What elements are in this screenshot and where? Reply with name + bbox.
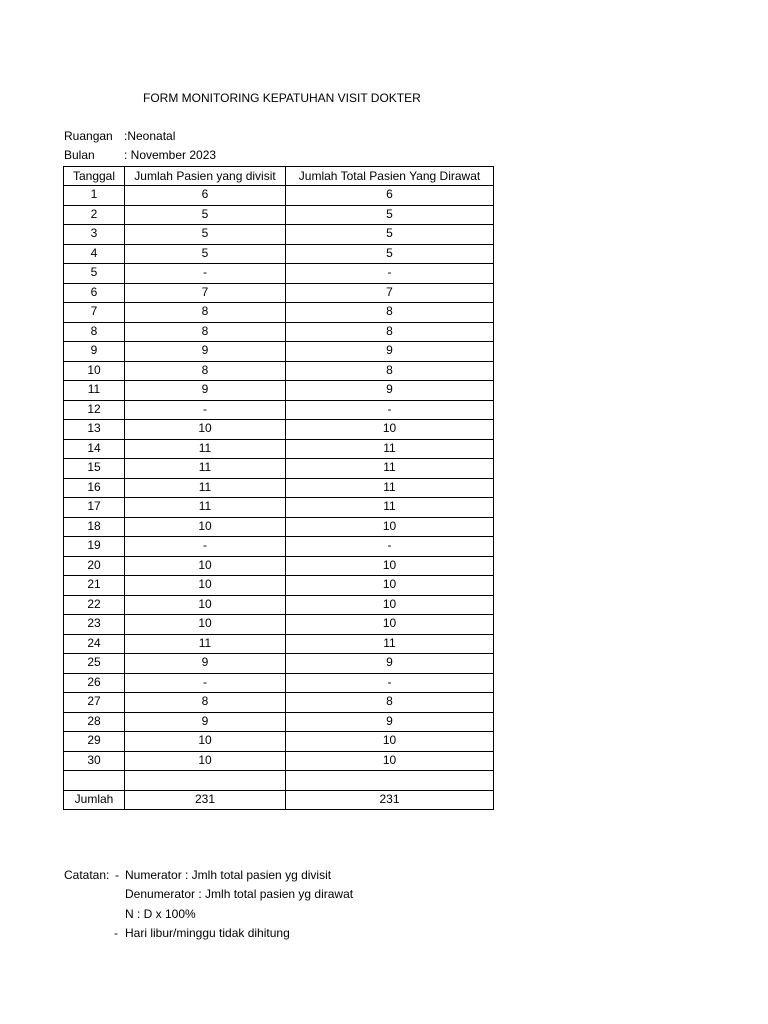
cell-divisit: 5 xyxy=(125,225,286,245)
note-dash: - xyxy=(115,868,119,882)
note-text: Denumerator : Jmlh total pasien yg dirawat xyxy=(125,887,354,902)
cell-dirawat: 11 xyxy=(286,459,494,479)
cell-divisit: 11 xyxy=(125,634,286,654)
cell-tanggal: 16 xyxy=(64,478,125,498)
note-dash: - xyxy=(114,925,118,940)
cell-divisit: 7 xyxy=(125,283,286,303)
table-row xyxy=(64,712,494,732)
cell-dirawat: - xyxy=(286,264,494,284)
table-row xyxy=(64,303,494,323)
cell-tanggal: 9 xyxy=(64,342,125,362)
cell-divisit: 9 xyxy=(125,654,286,674)
cell-tanggal: 20 xyxy=(64,556,125,576)
table-row xyxy=(64,459,494,479)
cell-divisit: - xyxy=(125,264,286,284)
cell-tanggal: 2 xyxy=(64,205,125,225)
cell-tanggal: 12 xyxy=(64,400,125,420)
cell-tanggal: 19 xyxy=(64,537,125,557)
cell-tanggal: 7 xyxy=(64,303,125,323)
table-row xyxy=(64,400,494,420)
cell-dirawat: 10 xyxy=(286,732,494,752)
cell-tanggal: 29 xyxy=(64,732,125,752)
cell-tanggal: 5 xyxy=(64,264,125,284)
cell-dirawat: 8 xyxy=(286,693,494,713)
cell-dirawat: 10 xyxy=(286,751,494,771)
cell-dirawat: 9 xyxy=(286,342,494,362)
cell-tanggal: 24 xyxy=(64,634,125,654)
cell-dirawat: 10 xyxy=(286,556,494,576)
cell-dirawat: 8 xyxy=(286,322,494,342)
cell-dirawat: 11 xyxy=(286,498,494,518)
cell-divisit: 10 xyxy=(125,576,286,596)
table-row xyxy=(64,322,494,342)
cell-dirawat: - xyxy=(286,400,494,420)
table-row xyxy=(64,186,494,206)
note-text: N : D x 100% xyxy=(125,906,196,921)
cell-divisit: 10 xyxy=(125,517,286,537)
table-row xyxy=(64,595,494,615)
cell-tanggal: 13 xyxy=(64,420,125,440)
cell-divisit: 11 xyxy=(125,459,286,479)
cell-dirawat: 5 xyxy=(286,244,494,264)
cell-tanggal: 10 xyxy=(64,361,125,381)
cell-tanggal: 1 xyxy=(64,186,125,206)
cell-tanggal: 27 xyxy=(64,693,125,713)
cell-dirawat: 9 xyxy=(286,654,494,674)
cell-dirawat: 7 xyxy=(286,283,494,303)
table-body xyxy=(64,186,494,791)
cell-divisit: 10 xyxy=(125,556,286,576)
cell-divisit: 5 xyxy=(125,205,286,225)
cell-divisit: 8 xyxy=(125,693,286,713)
cell-tanggal xyxy=(64,771,125,791)
header-divisit: Jumlah Pasien yang divisit xyxy=(125,167,286,186)
cell-tanggal: 14 xyxy=(64,439,125,459)
total-label: Jumlah xyxy=(64,790,125,810)
cell-dirawat: 5 xyxy=(286,205,494,225)
bulan-value: : November 2023 xyxy=(124,148,217,162)
page-title: FORM MONITORING KEPATUHAN VISIT DOKTER xyxy=(143,91,421,105)
cell-divisit: 9 xyxy=(125,712,286,732)
cell-dirawat xyxy=(286,771,494,791)
table-row xyxy=(64,771,494,791)
cell-divisit: - xyxy=(125,537,286,557)
cell-dirawat: 10 xyxy=(286,615,494,635)
cell-tanggal: 17 xyxy=(64,498,125,518)
header-tanggal: Tanggal xyxy=(64,167,125,186)
table-row xyxy=(64,654,494,674)
cell-tanggal: 4 xyxy=(64,244,125,264)
cell-divisit: 8 xyxy=(125,322,286,342)
note-text: Numerator : Jmlh total pasien yg divisit xyxy=(125,868,332,882)
cell-dirawat: 11 xyxy=(286,634,494,654)
table-row xyxy=(64,693,494,713)
table-row xyxy=(64,615,494,635)
cell-tanggal: 3 xyxy=(64,225,125,245)
table-row xyxy=(64,673,494,693)
table-row xyxy=(64,517,494,537)
cell-tanggal: 15 xyxy=(64,459,125,479)
table-row xyxy=(64,634,494,654)
cell-tanggal: 18 xyxy=(64,517,125,537)
cell-tanggal: 21 xyxy=(64,576,125,596)
cell-tanggal: 30 xyxy=(64,751,125,771)
notes-label: Catatan: xyxy=(64,868,110,882)
cell-divisit: 9 xyxy=(125,381,286,401)
table-row xyxy=(64,439,494,459)
bulan-label: Bulan xyxy=(64,148,95,162)
table-row xyxy=(64,225,494,245)
cell-divisit: 10 xyxy=(125,732,286,752)
cell-divisit: 11 xyxy=(125,498,286,518)
visit-table xyxy=(63,166,494,810)
cell-divisit: 8 xyxy=(125,303,286,323)
table-row xyxy=(64,205,494,225)
cell-divisit: 10 xyxy=(125,751,286,771)
cell-dirawat: 5 xyxy=(286,225,494,245)
table-row xyxy=(64,732,494,752)
table-row xyxy=(64,498,494,518)
table-row xyxy=(64,751,494,771)
table-row xyxy=(64,342,494,362)
table-row xyxy=(64,537,494,557)
cell-divisit: - xyxy=(125,673,286,693)
cell-tanggal: 26 xyxy=(64,673,125,693)
bulan-row xyxy=(64,146,216,164)
total-dirawat: 231 xyxy=(286,790,494,810)
cell-dirawat: 9 xyxy=(286,712,494,732)
cell-tanggal: 28 xyxy=(64,712,125,732)
cell-tanggal: 22 xyxy=(64,595,125,615)
cell-tanggal: 11 xyxy=(64,381,125,401)
cell-divisit: 6 xyxy=(125,186,286,206)
ruangan-value: :Neonatal xyxy=(124,129,176,143)
cell-divisit: 5 xyxy=(125,244,286,264)
table-row xyxy=(64,478,494,498)
total-row xyxy=(64,790,494,810)
cell-dirawat: - xyxy=(286,673,494,693)
table-row xyxy=(64,420,494,440)
cell-divisit: 10 xyxy=(125,595,286,615)
cell-tanggal: 23 xyxy=(64,615,125,635)
cell-divisit xyxy=(125,771,286,791)
cell-divisit: - xyxy=(125,400,286,420)
table-row xyxy=(64,576,494,596)
cell-divisit: 9 xyxy=(125,342,286,362)
ruangan-label: Ruangan xyxy=(64,129,113,143)
cell-dirawat: 10 xyxy=(286,517,494,537)
cell-dirawat: 6 xyxy=(286,186,494,206)
table-row xyxy=(64,556,494,576)
cell-divisit: 8 xyxy=(125,361,286,381)
cell-dirawat: 8 xyxy=(286,361,494,381)
cell-tanggal: 6 xyxy=(64,283,125,303)
cell-dirawat: 9 xyxy=(286,381,494,401)
ruangan-row xyxy=(64,127,175,145)
cell-tanggal: 25 xyxy=(64,654,125,674)
total-divisit: 231 xyxy=(125,790,286,810)
note-text: Hari libur/minggu tidak dihitung xyxy=(125,925,290,940)
table-header-row xyxy=(64,167,494,186)
cell-dirawat: - xyxy=(286,537,494,557)
cell-dirawat: 11 xyxy=(286,439,494,459)
cell-divisit: 10 xyxy=(125,615,286,635)
cell-divisit: 10 xyxy=(125,420,286,440)
cell-dirawat: 10 xyxy=(286,420,494,440)
cell-divisit: 11 xyxy=(125,478,286,498)
cell-divisit: 11 xyxy=(125,439,286,459)
header-dirawat: Jumlah Total Pasien Yang Dirawat xyxy=(286,167,494,186)
cell-dirawat: 11 xyxy=(286,478,494,498)
cell-dirawat: 8 xyxy=(286,303,494,323)
table-row xyxy=(64,244,494,264)
table-row xyxy=(64,361,494,381)
table-row xyxy=(64,283,494,303)
table-row xyxy=(64,264,494,284)
table-row xyxy=(64,381,494,401)
cell-tanggal: 8 xyxy=(64,322,125,342)
cell-dirawat: 10 xyxy=(286,595,494,615)
cell-dirawat: 10 xyxy=(286,576,494,596)
